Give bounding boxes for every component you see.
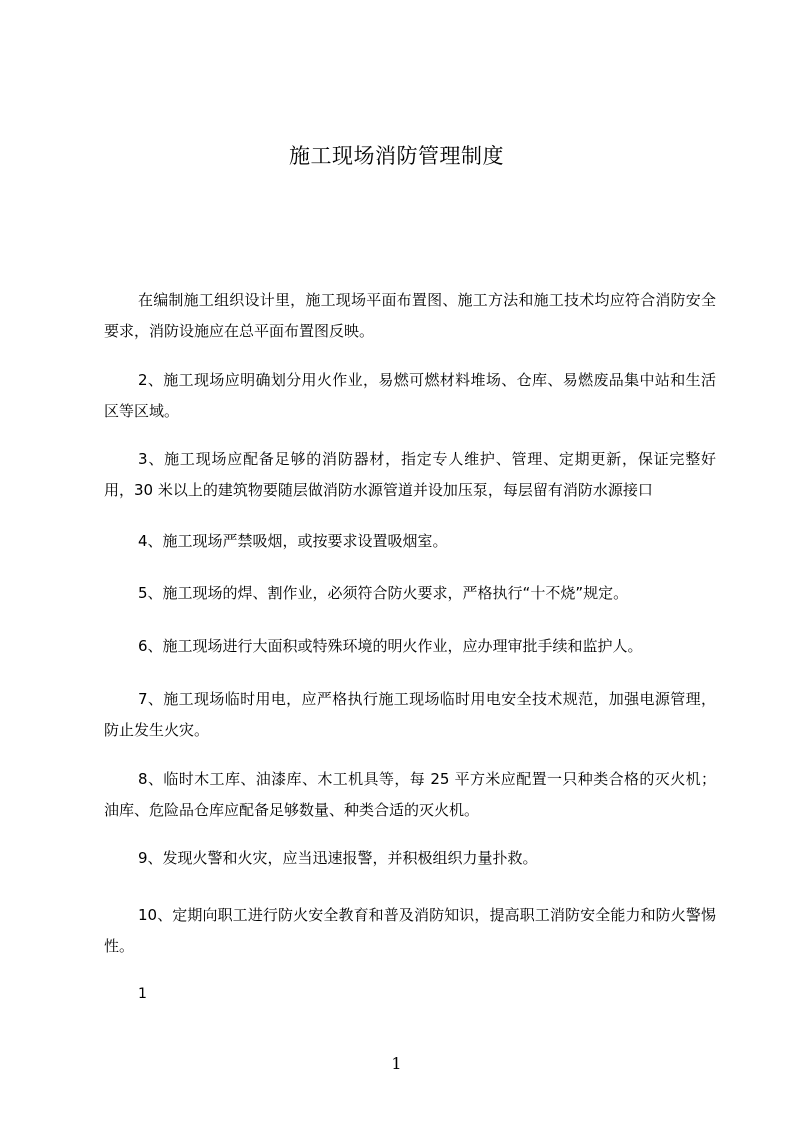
paragraph-item-9: 9、发现火警和火灾，应当迅速报警，并积极组织力量扑救。 (138, 849, 538, 867)
paragraph-item-4: 4、施工现场严禁吸烟，或按要求设置吸烟室。 (138, 532, 448, 550)
paragraph-item-7: 7、施工现场临时用电，应严格执行施工现场临时用电安全技术规范，加强电源管理，防止发生火灾。 (104, 690, 716, 739)
paragraph-item-3: 3、施工现场应配备足够的消防器材，指定专人维护、管理、定期更新，保证完整好用，30 米以上的建筑物要随层做消防水源管道并设加压泵，每层留有消防水源接口 (104, 450, 716, 499)
document-title: 施工现场消防管理制度 (289, 144, 504, 168)
paragraph-item-2: 2、施工现场应明确划分用火作业，易燃可燃材料堆场、仓库、易燃废品集中站和生活区等区域。 (104, 371, 716, 420)
paragraph-item-5: 5、施工现场的焊、割作业，必须符合防火要求，严格执行“十不烧”规定。 (138, 584, 629, 602)
paragraph-intro: 在编制施工组织设计里，施工现场平面布置图、施工方法和施工技术均应符合消防安全要求，消防设施应在总平面布置图反映。 (104, 291, 716, 340)
page-marker: 1 (138, 986, 147, 1002)
paragraph-item-8: 8、临时木工库、油漆库、木工机具等，每 25 平方米应配置一只种类合格的灭火机；油库、危险品仓库应配备足够数量、种类合适的灭火机。 (104, 770, 716, 819)
paragraph-item-6: 6、施工现场进行大面积或特殊环境的明火作业，应办理审批手续和监护人。 (138, 637, 643, 655)
paragraph-item-10: 10、定期向职工进行防火安全教育和普及消防知识，提高职工消防安全能力和防火警惕性。 (104, 906, 716, 955)
footer-page-number: 1 (391, 1054, 402, 1073)
